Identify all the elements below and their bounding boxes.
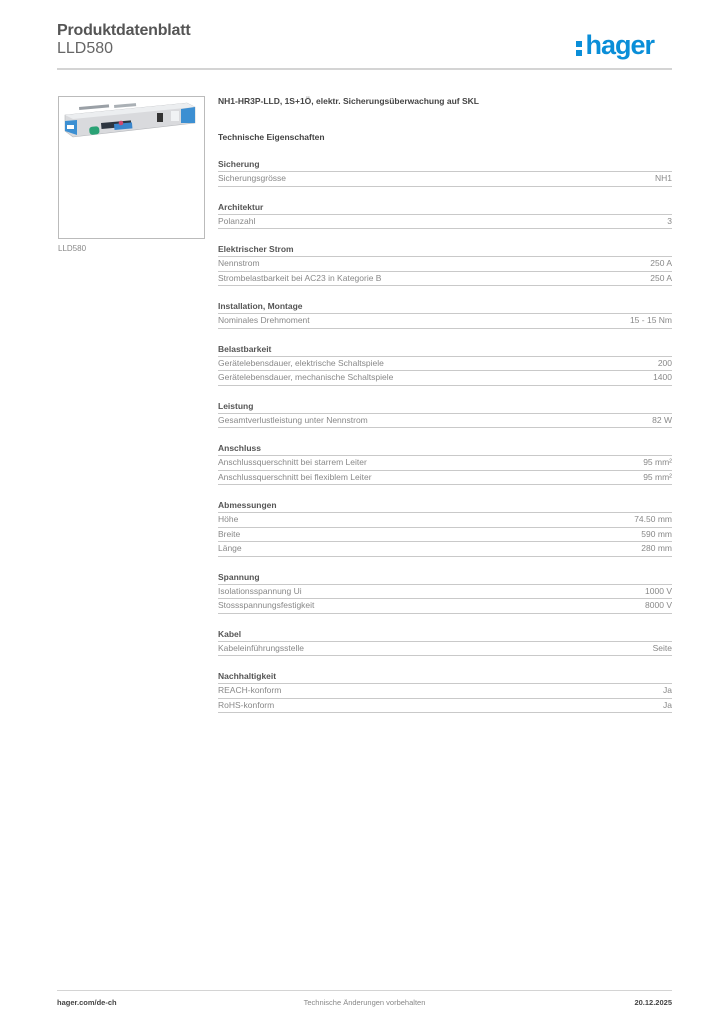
spec-value: 95 mm² (643, 471, 672, 482)
spec-row (218, 542, 672, 557)
spec-value: 74.50 mm (634, 514, 672, 524)
product-description: NH1-HR3P-LLD, 1S+1Ö, elektr. Sicherungsüberwachung auf SKL (218, 96, 479, 106)
page-header (57, 20, 672, 70)
group-title: Belastbarkeit (218, 343, 672, 357)
spec-label: Anschlussquerschnitt bei starrem Leiter (218, 457, 367, 467)
spec-group-abmessungen (218, 499, 672, 557)
spec-row (218, 215, 672, 230)
spec-row (218, 699, 672, 714)
spec-label: Anschlussquerschnitt bei flexiblem Leiter (218, 471, 372, 482)
spec-group-architektur (218, 201, 672, 230)
spec-group-nachhaltigkeit (218, 670, 672, 713)
group-title: Kabel (218, 628, 672, 642)
spec-row (218, 172, 672, 187)
group-title: Spannung (218, 571, 672, 585)
spec-label: Gesamtverlustleistung unter Nennstrom (218, 414, 368, 425)
spec-row (218, 642, 672, 657)
spec-row (218, 257, 672, 272)
group-title: Anschluss (218, 442, 672, 456)
spec-label: Sicherungsgrösse (218, 173, 287, 183)
spec-row (218, 272, 672, 287)
spec-group-belastbarkeit (218, 343, 672, 386)
product-photo-icon (59, 97, 204, 238)
spec-value: NH1 (654, 173, 672, 183)
spec-value: 200 (657, 357, 672, 368)
spec-row (218, 456, 672, 471)
section-heading: Technische Eigenschaften (218, 132, 325, 142)
spec-value: 82 W (652, 414, 672, 425)
spec-label: Breite (218, 528, 241, 539)
spec-label: Kabeleinführungsstelle (218, 642, 305, 653)
spec-value: 250 A (650, 272, 672, 283)
spec-label: Gerätelebensdauer, elektrische Schaltspiele (218, 357, 384, 368)
spec-value: 250 A (650, 258, 672, 268)
spec-value: 280 mm (641, 543, 672, 553)
spec-label: Stossspannungsfestigkeit (218, 600, 315, 610)
spec-value: 1000 V (645, 585, 672, 596)
footer-divider (57, 990, 672, 991)
spec-label: Länge (218, 543, 242, 553)
spec-label: Nominales Drehmoment (218, 315, 310, 325)
product-image (58, 96, 205, 239)
spec-label: Polanzahl (218, 215, 256, 226)
spec-value: Seite (652, 642, 672, 653)
spec-group-kabel (218, 628, 672, 657)
spec-group-leistung (218, 400, 672, 429)
spec-group-spannung (218, 571, 672, 614)
spec-row (218, 528, 672, 543)
spec-row (218, 314, 672, 329)
spec-value: 3 (667, 215, 672, 226)
spec-label: RoHS-konform (218, 699, 275, 710)
spec-label: REACH-konform (218, 685, 282, 695)
spec-value: 15 - 15 Nm (629, 315, 672, 325)
group-title: Installation, Montage (218, 300, 672, 314)
spec-row (218, 414, 672, 429)
hager-logo (576, 30, 654, 61)
spec-row (218, 371, 672, 386)
image-caption: LLD580 (58, 244, 87, 253)
spec-value: Ja (663, 685, 672, 695)
group-title: Abmessungen (218, 499, 672, 513)
spec-row (218, 599, 672, 614)
spec-row (218, 513, 672, 528)
product-code: LLD580 (57, 40, 114, 57)
spec-label: Isolationsspannung Ui (218, 585, 302, 596)
group-title: Elektrischer Strom (218, 243, 672, 257)
group-title: Architektur (218, 201, 672, 215)
website-link[interactable]: hager.com/de-ch (57, 998, 117, 1007)
spec-value: Ja (663, 699, 672, 710)
logo-colon-icon (576, 37, 584, 55)
spec-label: Gerätelebensdauer, mechanische Schaltspiele (218, 372, 394, 382)
group-title: Nachhaltigkeit (218, 670, 672, 684)
footer-date: 20.12.2025 (634, 998, 672, 1007)
spec-group-installation (218, 300, 672, 329)
spec-group-elektrischer-strom (218, 243, 672, 286)
spec-value: 8000 V (645, 600, 672, 610)
spec-value: 1400 (653, 372, 672, 382)
spec-group-anschluss (218, 442, 672, 485)
logo-text: hager (585, 30, 654, 60)
group-title: Leistung (218, 400, 672, 414)
spec-row (218, 585, 672, 600)
spec-group-sicherung (218, 158, 672, 187)
spec-value: 590 mm (641, 528, 672, 539)
spec-value: 95 mm² (643, 457, 672, 467)
spec-row (218, 471, 672, 486)
spec-label: Nennstrom (218, 258, 260, 268)
spec-label: Strombelastbarkeit bei AC23 in Kategorie B (218, 272, 382, 283)
spec-label: Höhe (218, 514, 239, 524)
header-divider (57, 68, 672, 70)
spec-row (218, 357, 672, 372)
spec-content (218, 96, 672, 713)
document-title: Produktdatenblatt (57, 22, 191, 39)
spec-row (218, 684, 672, 699)
footer-notice: Technische Änderungen vorbehalten (303, 998, 426, 1007)
group-title: Sicherung (218, 158, 672, 172)
